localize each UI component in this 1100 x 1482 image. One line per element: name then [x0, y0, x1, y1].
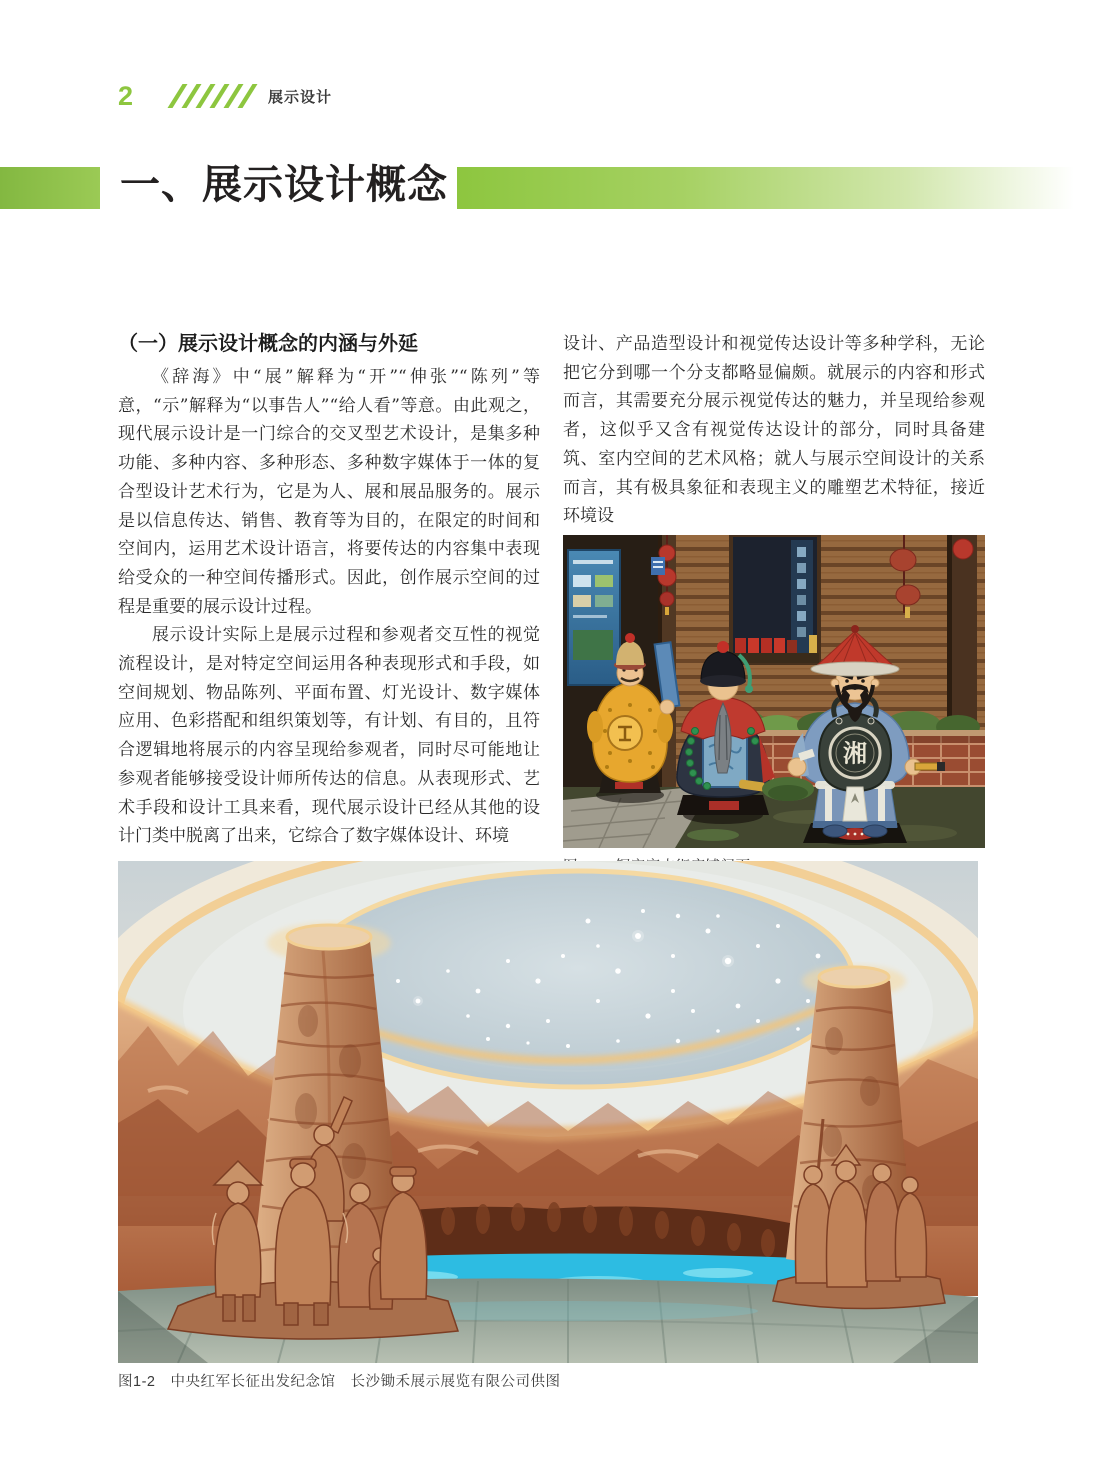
left-column [118, 330, 540, 851]
figure-1 [563, 535, 985, 876]
slashes-decoration [175, 84, 250, 108]
title-gradient-bar [457, 167, 1100, 209]
section-title-row [0, 162, 1100, 209]
title-accent-block [0, 167, 100, 209]
badge-character: 湘 [843, 740, 867, 768]
figure-1-illustration [563, 535, 985, 848]
figure-2-caption: 图1-2 中央红军长征出发纪念馆 长沙锄禾展示展览有限公司供图 [118, 1374, 561, 1390]
figure-2-illustration [118, 861, 978, 1363]
xiang-badge [830, 728, 880, 778]
paragraph-2-left: 展示设计实际上是展示过程和参观者交互性的视觉流程设计，是对特定空间运用各种表现形式和手段，如空间规划、物品陈列、平面布置、灯光设计、数字媒体应用、色彩搭配和组织策划等，有计划、有目的，且符合逻辑地将展示的内容呈现给参观者，同时尽可能地让参观者能够接受设计师所传达的信息。从表现形式、艺术手段和设计工具来看，现代展示设计已经从其他的设计门类中脱离了出来，它综合了数字媒体设计、环境 [118, 625, 540, 847]
paragraph-2-right: 设计、产品造型设计和视觉传达设计等多种学科，无论把它分到哪一个分支都略显偏颇。就展示的内容和形式而言，其需要充分展示视觉传达的魅力，并呈现给参观者，这似乎又含有视觉传达设计的部分，同时具备建筑、室内空间的艺术风格；就人与展示空间设计的关系而言，其有极具象征和表现主义的雕塑艺术特征，接近环境设 [563, 334, 985, 527]
subsection-heading: （一）展示设计概念的内涵与外延 [118, 331, 418, 355]
paragraph-1: 《辞海》中“展”解释为“开”“伸张”“陈列”等意，“示”解释为“以事告人”“给人看”等意。由此观之，现代展示设计是一门综合的交叉型艺术设计，是集多种功能、多种内容、多种形态、多种数字媒体于一体的复合型设计艺术行为，它是为人、展和展品服务的。展示是以信息传达、销售、教育等为目的，在限定的时间和空间内，运用艺术设计语言，将要传达的内容集中表现给受众的一种空间传播形式。因此，创作展示空间的过程是重要的展示设计过程。 [118, 367, 540, 617]
running-head [118, 80, 332, 112]
section-title: 一、展示设计概念 [120, 162, 448, 208]
right-column [563, 330, 985, 876]
running-head-label: 展示设计 [268, 88, 333, 106]
foreground-bush-shade [768, 785, 808, 801]
figure-2 [118, 861, 978, 1391]
shop-window [731, 535, 819, 663]
page-number: 2 [118, 80, 134, 111]
